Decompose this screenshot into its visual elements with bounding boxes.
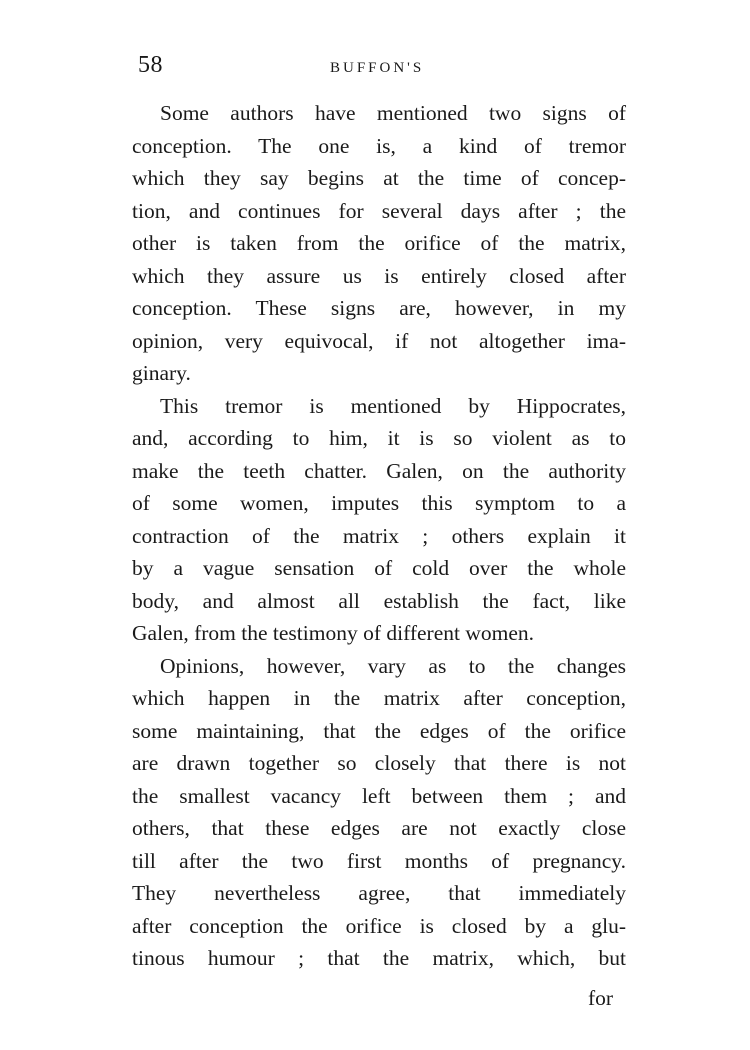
text-line: Opinions, however, vary as to the changes [160,653,626,678]
text-line: conception. These signs are, however, in my [132,296,626,320]
text-line: are drawn together so closely that there is not [132,751,626,775]
text-line: body, and almost all establish the fact, like [132,588,626,613]
text-line: and, according to him, it is so violent as to [132,426,626,450]
text-line: ginary. [132,361,191,385]
text-line: Some authors have mentioned two signs of [160,101,626,125]
text-line: tion, and continues for several days after ; the [132,198,626,223]
text-line: tinous humour ; that the matrix, which, but [132,946,626,970]
text-line: the smallest vacancy left between them ; and [132,783,626,808]
catchword: for [588,986,614,1010]
text-line: They nevertheless agree, that immediately [132,881,626,905]
text-line: by a vague sensation of cold over the whole [132,556,626,580]
body-text [132,97,626,975]
text-line: others, that these edges are not exactly close [132,816,626,840]
text-line: which they say begins at the time of concep- [132,166,626,190]
text-line: conception. The one is, a kind of tremor [132,133,626,158]
page-header [138,52,628,88]
text-line: which happen in the matrix after conception, [132,686,626,710]
text-line: opinion, very equivocal, if not altogether ima- [132,328,626,353]
text-line: till after the two first months of pregnancy. [132,848,626,873]
running-head: BUFFON'S [330,60,425,76]
text-line: some maintaining, that the edges of the orifice [132,718,626,743]
text-line: after conception the orifice is closed by a glu- [132,913,626,938]
text-line: which they assure us is entirely closed after [132,263,626,288]
text-line: other is taken from the orifice of the matrix, [132,231,626,255]
page-number: 58 [138,52,163,78]
text-line: make the teeth chatter. Galen, on the authority [132,458,626,483]
text-line: contraction of the matrix ; others explain it [132,523,626,548]
text-line: This tremor is mentioned by Hippocrates, [160,393,626,418]
text-line: Galen, from the testimony of different women. [132,621,535,645]
text-line: of some women, imputes this symptom to a [132,491,626,515]
